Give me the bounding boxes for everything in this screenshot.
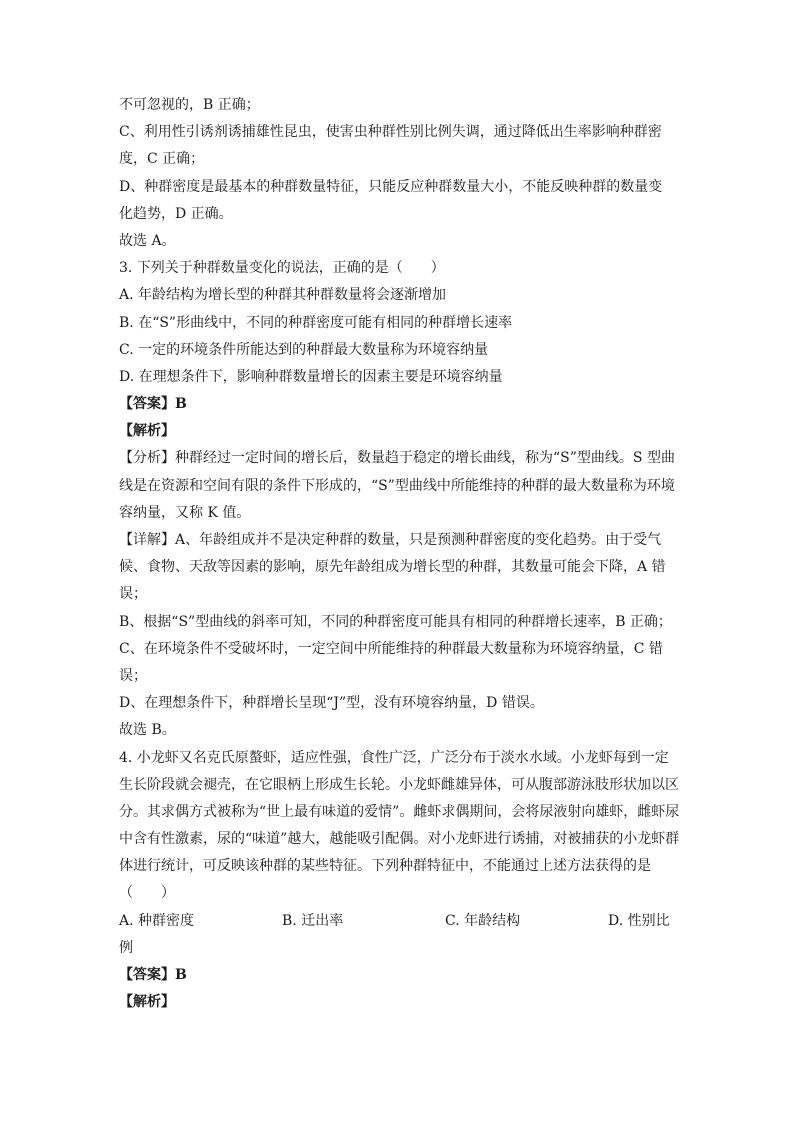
analysis-line: 误；: [119, 586, 147, 603]
analysis-line: 【分析】种群经过一定时间的增长后，数量趋于稳定的增长曲线，称为“S”型曲线。S 型曲: [119, 450, 675, 467]
text-line: 度，C 正确；: [119, 151, 205, 168]
question-3-option-a: A. 年龄结构为增长型的种群其种群数量将会逐渐增加: [119, 287, 447, 304]
question-4-stem-line: 中含有性激素，尿的“味道”越大，越能吸引配偶。对小龙虾进行诱捕，对被捕获的小龙虾群: [119, 831, 680, 848]
document-page: [119, 92, 680, 1016]
analysis-line: 故选 B。: [119, 722, 176, 739]
question-3-option-d: D. 在理想条件下，影响种群数量增长的因素主要是环境容纳量: [119, 368, 503, 385]
question-3-option-c: C. 一定的环境条件所能达到的种群最大数量称为环境容纳量: [119, 341, 489, 358]
question-4-option-d-continued: 例: [119, 939, 133, 956]
question-3-answer: 【答案】B: [119, 396, 187, 413]
question-4-option-c: C. 年龄结构: [445, 912, 521, 929]
text-line: 不可忽视的，B 正确；: [119, 97, 260, 113]
analysis-line: 候、食物、天敌等因素的影响，原先年龄组成为增长型的种群，其数量可能会下降，A 错: [119, 559, 666, 576]
question-3-option-b: B. 在“S”形曲线中，不同的种群密度可能有相同的种群增长速率: [119, 314, 513, 331]
question-4-stem-line: （ ）: [119, 885, 175, 902]
analysis-line: 【详解】A、年龄组成并不是决定种群的数量，只是预测种群密度的变化趋势。由于受气: [119, 532, 662, 548]
question-4-stem-line: 生长阶段就会褪壳，在它眼柄上形成生长轮。小龙虾雌雄异体，可从腹部游泳肢形状加以区: [119, 776, 679, 793]
question-4-stem-line: 分。其求偶方式被称为“世上最有味道的爱情”。雌虾求偶期间，会将尿液射向雄虾，雌虾尿: [119, 803, 680, 820]
analysis-line: D、在理想条件下，种群增长呈现“J”型，没有环境容纳量，D 错误。: [119, 695, 544, 712]
analysis-line: C、在环境条件不受破坏时，一定空间中所能维持的种群最大数量称为环境容纳量，C 错: [119, 640, 663, 657]
text-line: D、种群密度是最基本的种群数量特征，只能反应种群数量大小，不能反映种群的数量变: [119, 178, 663, 195]
text-line: 故选 A。: [119, 232, 176, 249]
question-3-analysis-heading: 【解析】: [119, 423, 175, 440]
analysis-line: 误；: [119, 667, 147, 684]
question-4-options: [119, 908, 675, 935]
text-line: C、利用性引诱剂诱捕雄性昆虫，使害虫种群性别比例失调，通过降低出生率影响种群密: [119, 124, 662, 141]
question-4-stem-line: 体进行统计，可反映该种群的某些特征。下列种群特征中，不能通过上述方法获得的是: [119, 858, 651, 875]
question-4-option-b: B. 迁出率: [282, 912, 344, 929]
question-4-option-a: A. 种群密度: [119, 912, 195, 929]
question-4-answer: 【答案】B: [119, 967, 187, 983]
analysis-line: 线是在资源和空间有限的条件下形成的，“S”型曲线中所能维持的种群的最大数量称为环境: [119, 477, 675, 494]
analysis-line: 容纳量，又称 K 值。: [119, 504, 251, 521]
question-4-option-d: D. 性别比: [608, 912, 670, 929]
question-4-stem-line: 4. 小龙虾又名克氏原螯虾，适应性强，食性广泛，广泛分布于淡水水域。小龙虾每到一定: [119, 749, 669, 766]
question-4-analysis-heading: 【解析】: [119, 994, 175, 1011]
question-3-stem: 3. 下列关于种群数量变化的说法，正确的是（ ）: [119, 260, 445, 277]
analysis-line: B、根据“S”型曲线的斜率可知，不同的种群密度可能具有相同的种群增长速率，B 正确；: [119, 613, 672, 630]
text-line: 化趋势，D 正确。: [119, 205, 233, 222]
